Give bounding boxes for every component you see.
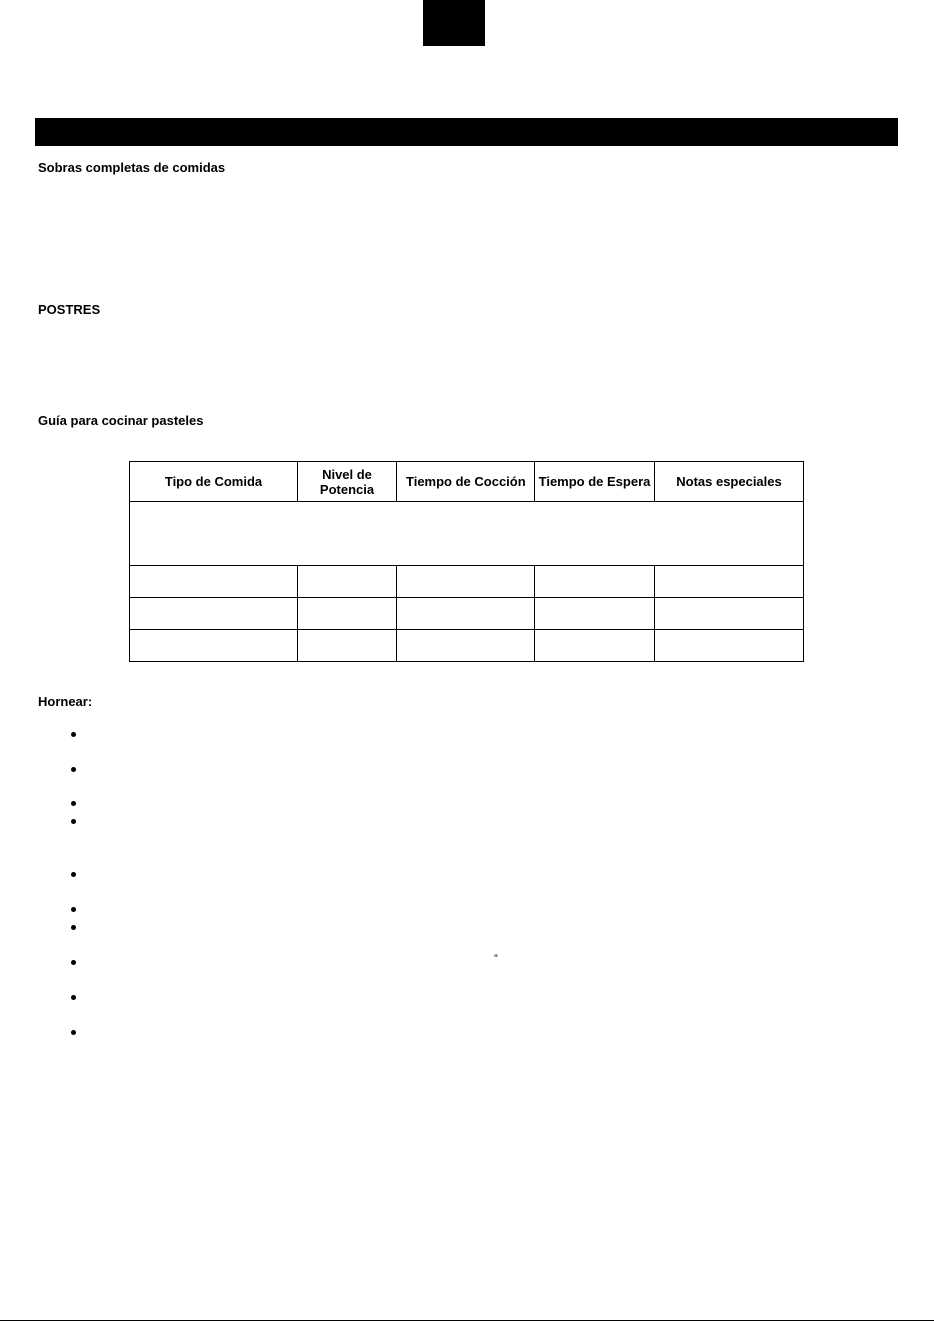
header-food-type: Tipo de Comida (130, 462, 298, 502)
leftovers-title: Sobras completas de comidas (38, 160, 226, 175)
bullet-icon (71, 960, 76, 965)
list-item (69, 923, 79, 933)
bullet-icon (71, 732, 76, 737)
list-item (69, 905, 79, 915)
bullet-icon (71, 995, 76, 1000)
desserts-title: POSTRES (38, 302, 101, 317)
bullet-icon (71, 907, 76, 912)
baking-title: Hornear: (38, 694, 93, 709)
list-item (69, 870, 79, 880)
bullet-icon (71, 801, 76, 806)
list-item (69, 799, 79, 809)
bullet-icon (71, 925, 76, 930)
table-row (130, 566, 804, 598)
header-standing-time: Tiempo de Espera (535, 462, 655, 502)
header-power-level: Nivel de Potencia (298, 462, 397, 502)
bullet-icon (71, 767, 76, 772)
quote-mark: ” (494, 953, 498, 965)
bullet-icon (71, 819, 76, 824)
page-tab-marker (423, 0, 485, 46)
cake-guide-table (129, 461, 804, 662)
section-header-bar (35, 118, 898, 146)
list-item (69, 958, 79, 968)
table-header-row (130, 462, 804, 502)
table-row (130, 598, 804, 630)
footer-rule (0, 1320, 934, 1321)
list-item (69, 765, 79, 775)
list-item (69, 817, 79, 827)
header-cook-time: Tiempo de Cocción (397, 462, 535, 502)
table-row (130, 502, 804, 566)
bullet-icon (71, 1030, 76, 1035)
list-item (69, 730, 79, 740)
cake-guide-title: Guía para cocinar pasteles (38, 413, 204, 428)
header-special-notes: Notas especiales (655, 462, 804, 502)
bullet-icon (71, 872, 76, 877)
list-item (69, 1028, 79, 1038)
table-row (130, 630, 804, 662)
list-item (69, 993, 79, 1003)
